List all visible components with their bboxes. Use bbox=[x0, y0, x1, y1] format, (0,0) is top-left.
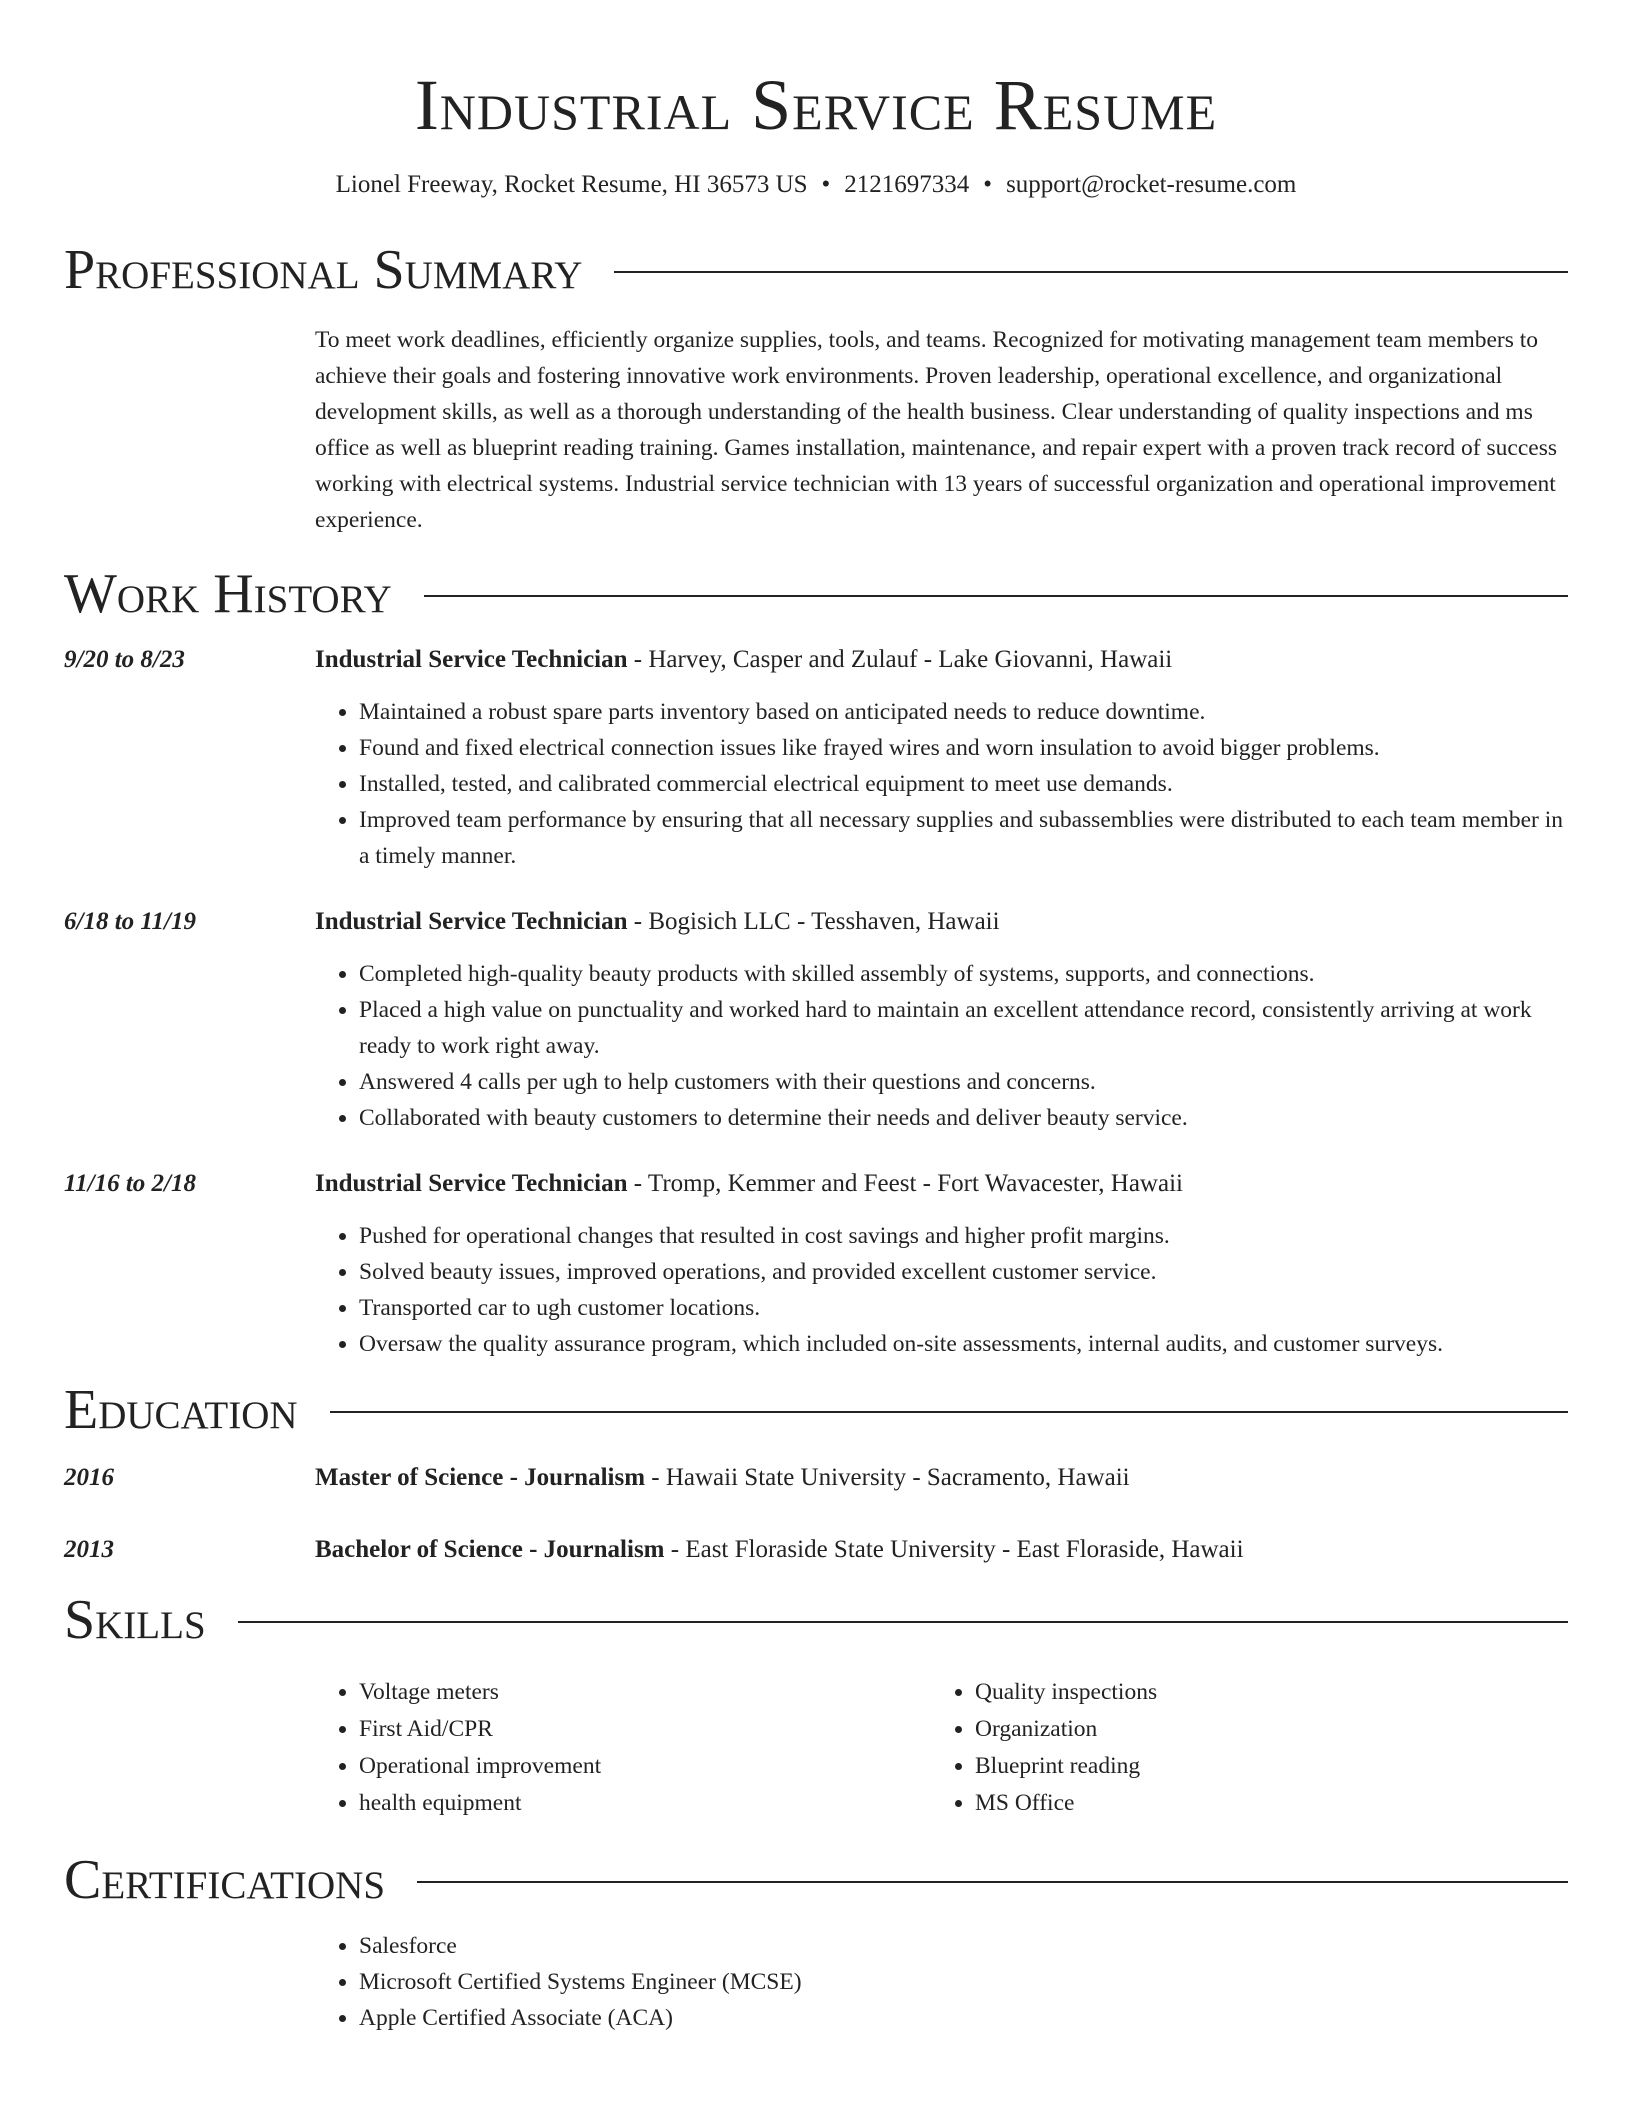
contact-line bbox=[64, 168, 1568, 202]
section-title-education: Education bbox=[64, 1379, 298, 1441]
education-year: 2016 bbox=[64, 1464, 114, 1491]
certification-item: • Apple Certified Associate (ACA) bbox=[359, 2000, 1568, 2036]
list-item: • Completed high-quality beauty products with skilled assembly of systems, supports, and connections. bbox=[359, 956, 1568, 992]
education-degree: Master of Science - Journalism bbox=[315, 1464, 646, 1491]
work-dates: 6/18 to 11/19 bbox=[64, 908, 196, 935]
skill-item: • Organization bbox=[975, 1711, 1547, 1748]
education-heading bbox=[315, 1460, 1568, 1496]
work-heading bbox=[315, 1166, 1568, 1202]
list-item: • Maintained a robust spare parts inventory based on anticipated needs to reduce downtime. bbox=[359, 694, 1568, 730]
work-dates: 9/20 to 8/23 bbox=[64, 646, 185, 673]
work-title: Industrial Service Technician bbox=[315, 1170, 628, 1197]
section-title-work: Work History bbox=[64, 563, 392, 625]
skills-grid bbox=[315, 1674, 1568, 1822]
list-item: • Transported car to ugh customer locations. bbox=[359, 1290, 1568, 1326]
work-dates: 11/16 to 2/18 bbox=[64, 1170, 196, 1197]
section-divider bbox=[424, 595, 1568, 597]
certification-item: • Microsoft Certified Systems Engineer (MCSE) bbox=[359, 1964, 1568, 2000]
skills-column-right bbox=[931, 1674, 1547, 1822]
education-entry bbox=[64, 1532, 1568, 1568]
contact-phone: 2121697334 bbox=[844, 171, 970, 198]
skill-item: • MS Office bbox=[975, 1785, 1547, 1822]
work-bullets bbox=[315, 694, 1568, 874]
work-details: - Bogisich LLC - Tesshaven, Hawaii bbox=[627, 908, 1000, 935]
education-degree: Bachelor of Science - Journalism bbox=[315, 1536, 665, 1563]
work-title: Industrial Service Technician bbox=[315, 908, 628, 935]
summary-text: To meet work deadlines, efficiently organize supplies, tools, and teams. Recognized for motivating management team members to achieve their goals and fostering innovative work environments. Proven leadership, operational excellence, and organizational development skills, as well as a thorough understanding of the health business. Clear understanding of quality inspections and ms office as well as blueprint reading training. Games installation, maintenance, and repair expert with a proven track record of success working with electrical systems. Industrial service technician with 13 years of successful organization and operational improvement experience. bbox=[315, 327, 1557, 533]
skill-item: • Voltage meters bbox=[359, 1674, 931, 1711]
skills-column-left bbox=[315, 1674, 931, 1822]
education-entry bbox=[64, 1460, 1568, 1496]
work-bullets bbox=[315, 956, 1568, 1136]
section-header-work bbox=[64, 556, 1568, 632]
work-title: Industrial Service Technician bbox=[315, 646, 628, 673]
list-item: • Pushed for operational changes that resulted in cost savings and higher profit margins. bbox=[359, 1218, 1568, 1254]
work-details: - Harvey, Casper and Zulauf - Lake Giovanni, Hawaii bbox=[627, 646, 1173, 673]
work-heading bbox=[315, 904, 1568, 940]
work-details: - Tromp, Kemmer and Feest - Fort Wavacester, Hawaii bbox=[627, 1170, 1183, 1197]
list-item: • Placed a high value on punctuality and worked hard to maintain an excellent attendance record, consistently arriving at work ready to work right away. bbox=[359, 992, 1568, 1064]
section-header-certifications bbox=[64, 1842, 1568, 1918]
skill-item: • Quality inspections bbox=[975, 1674, 1547, 1711]
section-title-certifications: Certifications bbox=[64, 1849, 386, 1911]
section-divider bbox=[330, 1411, 1568, 1413]
education-year: 2013 bbox=[64, 1536, 114, 1563]
section-title-skills: Skills bbox=[64, 1589, 206, 1651]
work-entry bbox=[64, 904, 1568, 1136]
list-item: • Installed, tested, and calibrated commercial electrical equipment to meet use demands. bbox=[359, 766, 1568, 802]
skill-item: • Blueprint reading bbox=[975, 1748, 1547, 1785]
skill-item: • Operational improvement bbox=[359, 1748, 931, 1785]
education-heading bbox=[315, 1532, 1568, 1568]
list-item: • Collaborated with beauty customers to determine their needs and deliver beauty service. bbox=[359, 1100, 1568, 1136]
contact-separator: • bbox=[983, 171, 993, 198]
certification-item: • Salesforce bbox=[359, 1928, 1568, 1964]
work-entry bbox=[64, 642, 1568, 874]
skill-item: • First Aid/CPR bbox=[359, 1711, 931, 1748]
resume-page bbox=[64, 0, 1568, 2036]
skill-item: • health equipment bbox=[359, 1785, 931, 1822]
list-item: • Found and fixed electrical connection issues like frayed wires and worn insulation to avoid bigger problems. bbox=[359, 730, 1568, 766]
work-entry bbox=[64, 1166, 1568, 1362]
section-title-summary: Professional Summary bbox=[64, 239, 583, 301]
work-bullets bbox=[315, 1218, 1568, 1362]
resume-title: Industrial Service Resume bbox=[414, 65, 1218, 145]
work-heading bbox=[315, 642, 1568, 678]
contact-separator: • bbox=[821, 171, 831, 198]
contact-email: support@rocket-resume.com bbox=[1006, 171, 1297, 198]
education-details: - Hawaii State University - Sacramento, Hawaii bbox=[645, 1464, 1130, 1491]
section-header-skills bbox=[64, 1582, 1568, 1658]
education-details: - East Floraside State University - East Floraside, Hawaii bbox=[664, 1536, 1244, 1563]
list-item: • Solved beauty issues, improved operations, and provided excellent customer service. bbox=[359, 1254, 1568, 1290]
section-header-summary bbox=[64, 232, 1568, 308]
list-item: • Oversaw the quality assurance program, which included on-site assessments, internal audits, and customer surveys. bbox=[359, 1326, 1568, 1362]
contact-address: Lionel Freeway, Rocket Resume, HI 36573 US bbox=[335, 171, 808, 198]
list-item: • Improved team performance by ensuring that all necessary supplies and subassemblies were distributed to each team member in a timely manner. bbox=[359, 802, 1568, 874]
section-header-education bbox=[64, 1372, 1568, 1448]
certifications-list bbox=[315, 1928, 1568, 2036]
section-divider bbox=[614, 271, 1568, 273]
list-item: • Answered 4 calls per ugh to help customers with their questions and concerns. bbox=[359, 1064, 1568, 1100]
section-divider bbox=[238, 1621, 1568, 1623]
section-divider bbox=[417, 1881, 1568, 1883]
